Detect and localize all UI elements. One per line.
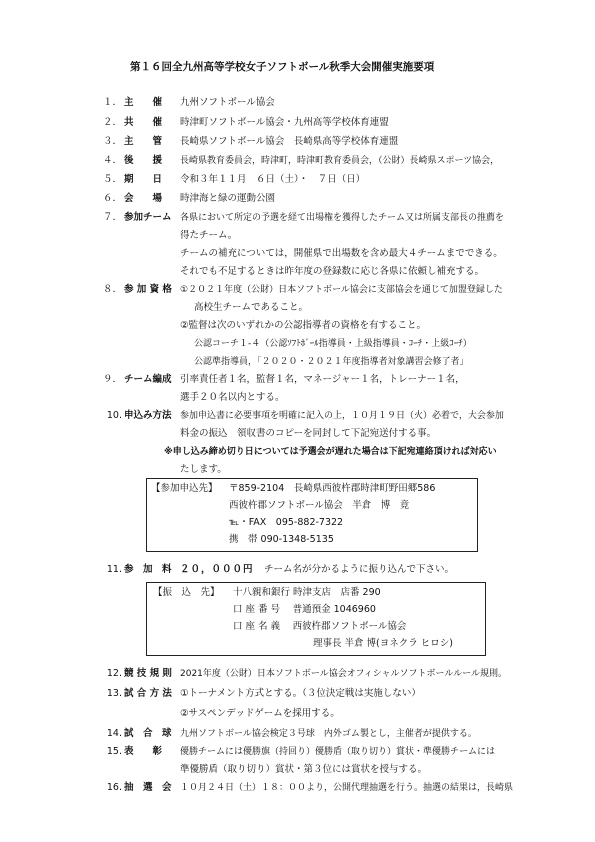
bank-line: 十八親和銀行 時津支店 店番 290 (233, 587, 381, 598)
item-value: １０月２４日（土）１８：００より，公開代理抽選を行う。抽選の結果は，長崎県 (180, 783, 514, 793)
address-line: 西彼杵郡ソフトボール協会 半倉 博 竟 (229, 500, 410, 511)
bank-line: 理事長 半倉 博(ヨネクラ ヒロシ) (313, 638, 453, 649)
item-value: 九州ソフトボール協会 (180, 97, 275, 108)
address-box (146, 478, 478, 552)
item-label: 試 合 球 (124, 728, 172, 739)
item-value: それでも不足するときは昨年度の登録数に応じ各県に依頼し補充する。 (180, 266, 485, 277)
item-label: 参 加 資 格 (124, 284, 172, 295)
item-number: ４． (102, 155, 122, 166)
item-number: 12. (106, 668, 122, 679)
item-number: ５． (102, 174, 122, 185)
item-value: ①２０２１年度（公財）日本ソフトボール協会に支部協会を通じて加盟登録した (180, 285, 503, 295)
address-line: 〒859-2104 長崎県西彼杵郡時津町野田郷586 (229, 483, 436, 494)
item-label: 競 技 規 則 (124, 668, 172, 679)
item-value: 令和３年１１月 ６日（土）・ ７日（日） (180, 174, 366, 185)
item-number: ６． (102, 193, 122, 204)
fee-amount: ２０，０００円 (180, 564, 254, 575)
item-value: 料金の振込 領収書のコピーを同封して下記宛送付する事。 (180, 428, 437, 439)
item-value: チームの補充については，開催県で出場数を含め最大４チームまでできる。 (180, 248, 503, 259)
item-value: 引率責任者１名，監督１名，マネージャー１名，トレーナー１名， (180, 374, 465, 385)
item-number: ７． (102, 212, 122, 223)
item-number: ３． (102, 136, 122, 147)
address-line: ℡・FAX 095-882-7322 (229, 517, 344, 528)
item-value: 時津海と緑の運動公園 (180, 193, 276, 204)
item-label: 抽 選 会 (124, 782, 172, 793)
item-number: 14. (106, 728, 122, 739)
item-value: 長崎県ソフトボール協会 長崎県高等学校体育連盟 (180, 136, 399, 147)
item-value: 長崎県教育委員会，時津町，時津町教育委員会，（公財）長崎県スポーツ協会， (180, 156, 500, 166)
item-value: 時津町ソフトボール協会・九州高等学校体育連盟 (180, 117, 389, 128)
item-label: 期 日 (124, 174, 163, 185)
item-value: 公認準指導員，「２０２０・２０２１年度指導者対象講習会修了者」 (194, 357, 469, 367)
document-title: 第１６回全九州高等学校女子ソフトボール秋季大会開催実施要項 (130, 61, 435, 73)
bank-line: 口 座 名 義 西彼杵郡ソフトボール協会 (233, 621, 407, 632)
item-value: 参加申込書に必要事項を明確に記入の上，１０月１９日（火）必着で，大会参加 (180, 411, 504, 421)
item-label: 表 彰 (124, 746, 163, 757)
item-value: 準優勝盾（取り切り）賞状・第３位には賞状を授与する。 (180, 764, 428, 775)
note-text: ※申し込み締め切り日については予選会が遅れた場合は下記宛連絡頂ければ対応い (164, 447, 497, 457)
item-label: 共 催 (124, 117, 163, 128)
item-number: 10. (106, 410, 122, 421)
fee-text: チーム名が分かるように振り込んで下さい。 (264, 564, 455, 575)
item-label: 主 催 (124, 97, 163, 108)
item-number: 13. (106, 688, 122, 699)
box-heading: 【参加申込先】 (151, 483, 218, 494)
item-label: 主 管 (124, 136, 163, 147)
item-label: 参 加 料 (124, 564, 172, 575)
item-number: １． (102, 97, 122, 108)
item-value: 公認コーチ１-４（公認ｿﾌﾄﾎﾞｰﾙ指導員・上級指導員・ｺｰﾁ・上級ｺｰﾁ） (194, 339, 472, 349)
item-value: 各県において所定の予選を経て出場権を獲得したチーム又は所属支部長の推薦を (180, 213, 505, 223)
item-value: 九州ソフトボール協会検定３号球 内外ゴム製とし，主催者が提供する。 (180, 729, 477, 739)
item-value: 高校生チームであること。 (194, 302, 309, 313)
item-number: 15. (106, 746, 122, 757)
item-value: 2021年度（公財）日本ソフトボール協会オフィシャルソフトボールルール規則。 (180, 669, 507, 679)
item-number: 11. (106, 564, 122, 575)
bank-box (146, 582, 486, 656)
item-label: 会 場 (124, 193, 163, 204)
item-value: 選手２０名以内とする。 (180, 392, 285, 403)
item-label: 参加チーム (124, 212, 172, 223)
item-label: 申込み方法 (124, 410, 172, 421)
item-value: ②監督は次のいずれかの公認指導者の資格を有すること。 (180, 320, 427, 331)
item-label: 後 援 (124, 155, 163, 166)
bank-line: 口 座 番 号 普通預金 1046960 (233, 604, 376, 615)
item-label: チーム編成 (124, 374, 172, 385)
address-line: 携 帯 090-1348-5135 (229, 534, 334, 545)
item-value: 優勝チームには優勝旗（持回り）優勝盾（取り切り）賞状・準優勝チームには (180, 747, 496, 757)
item-value: ②サスペンデッドゲームを採用する。 (180, 708, 340, 719)
item-value: 得たチーム。 (180, 230, 238, 241)
item-number: ２． (102, 117, 122, 128)
note-text: たします。 (180, 464, 227, 475)
item-value: ①トーナメント方式とする。（３位決定戦は実施しない） (180, 688, 421, 699)
box-heading: 【振 込 先】 (153, 587, 220, 598)
item-number: 16. (106, 782, 122, 793)
item-number: ８． (102, 284, 122, 295)
item-label: 試 合 方 法 (124, 688, 172, 699)
item-number: ９． (102, 374, 122, 385)
